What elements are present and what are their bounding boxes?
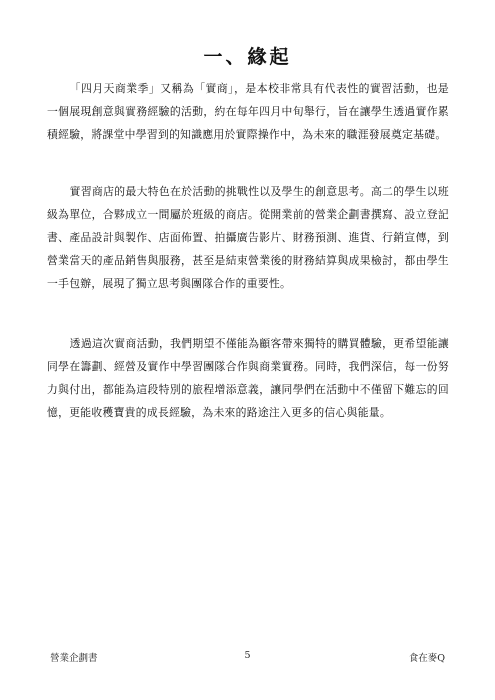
paragraph-origin-1: [47, 77, 449, 146]
footer-document-name: 營業企劃書: [50, 653, 98, 664]
page-footer: [50, 650, 445, 666]
paragraph-text: 「四月天商業季」又稱為「實商」，是本校非常具有代表性的實習活動，也是一個展現創意與實務經驗的活動，約在每年四月中旬舉行，旨在讓學生透過實作累積經驗，將課堂中學習到的知識應用於實際操作中，為未來的職涯發展奠定基礎。: [47, 82, 449, 141]
paragraph-text: 透過這次實商活動，我們期望不僅能為顧客帶來獨特的購買體驗，更希望能讓同學在籌劃、經營及實作中學習團隊合作與商業實務。同時，我們深信，每一份努力與付出，都能為這段特別的旅程增添意義，讓同學們在活動中不僅留下難忘的回憶，更能收穫寶貴的成長經驗，為未來的路途注入更多的信心與能量。: [47, 337, 449, 419]
paragraph-text: 實習商店的最大特色在於活動的挑戰性以及學生的創意思考。高二的學生以班級為單位，合夥成立一間屬於班級的商店。從開業前的營業企劃書撰寫、設立登記書、產品設計與製作、店面佈置、拍攝廣告影片、財務預測、進貨、行銷宣傳，到營業當天的產品銷售與服務，甚至是結束營業後的財務結算與成果檢討，都由學生一手包辦，展現了獨立思考與團隊合作的重要性。: [47, 185, 449, 290]
section-title: 一、緣起: [203, 46, 292, 68]
paragraph-origin-2: [47, 180, 449, 295]
footer-page-number: 5: [244, 650, 251, 661]
paragraph-origin-3: [47, 332, 449, 424]
footer-team-name: 食在麥Q: [408, 653, 445, 664]
